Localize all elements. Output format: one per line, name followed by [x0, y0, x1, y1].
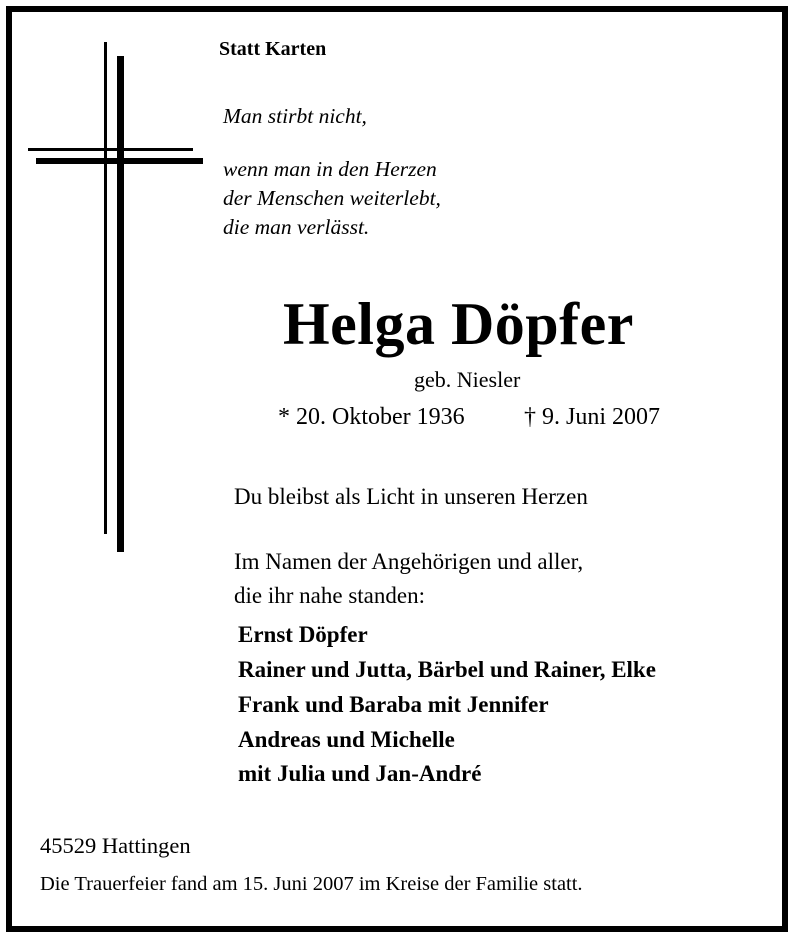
- funeral-note: Die Trauerfeier fand am 15. Juni 2007 im Kreise der Familie statt.: [40, 873, 583, 895]
- on-behalf-line-2: die ihr nahe standen:: [234, 583, 425, 608]
- verse-line-4: die man verlässt.: [223, 215, 370, 239]
- verse-line-1: Man stirbt nicht,: [223, 104, 367, 128]
- family-line-1: Ernst Döpfer: [238, 622, 368, 647]
- header-label: Statt Karten: [219, 38, 327, 60]
- death-date: † 9. Juni 2007: [524, 404, 661, 430]
- memorial-message: Du bleibst als Licht in unseren Herzen: [234, 484, 588, 509]
- birth-date: * 20. Oktober 1936: [278, 404, 465, 430]
- verse-line-3: der Menschen weiterlebt,: [223, 186, 441, 210]
- family-line-5: mit Julia und Jan-André: [238, 761, 482, 786]
- family-line-3: Frank und Baraba mit Jennifer: [238, 692, 549, 717]
- city-postcode: 45529 Hattingen: [40, 833, 191, 858]
- on-behalf-line-1: Im Namen der Angehörigen und aller,: [234, 549, 584, 574]
- family-line-2: Rainer und Jutta, Bärbel und Rainer, Elke: [238, 657, 656, 682]
- verse-line-2: wenn man in den Herzen: [223, 157, 437, 181]
- family-line-4: Andreas und Michelle: [238, 727, 455, 752]
- deceased-name: Helga Döpfer: [283, 291, 634, 357]
- maiden-name: geb. Niesler: [414, 367, 521, 392]
